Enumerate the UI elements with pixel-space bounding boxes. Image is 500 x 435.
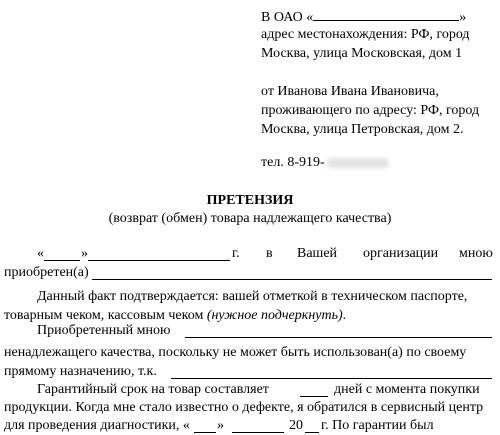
day-blank [44, 260, 80, 261]
recipient-org-prefix: В ОАО « [261, 10, 314, 25]
p1-year-suffix: г. [232, 246, 240, 261]
p4-line3-c: 20 [289, 418, 303, 433]
p4-line2: продукции. Когда мне стало известно о дефекте, я обратился в сервисный центр [4, 400, 484, 415]
recipient-org-line [261, 8, 466, 26]
p3-line2: ненадлежащего качества, поскольку не может быть использован(а) по своему [4, 345, 467, 360]
purchased-item-blank [185, 337, 492, 338]
p4-line1-b: дней с момента покупки [334, 382, 480, 397]
document-title: ПРЕТЕНЗИЯ [206, 193, 294, 208]
document-subtitle: (возврат (обмен) товара надлежащего качества) [108, 211, 392, 226]
p1-open-quote: « [37, 246, 44, 261]
p2-underline-note: (нужное подчеркнуть) [206, 308, 343, 323]
p1-word-v: в [266, 246, 273, 261]
warranty-days-blank [300, 396, 328, 397]
p4-line3-a: для проведения диагностики, « [4, 418, 190, 433]
diag-day-blank [194, 432, 216, 433]
p1-priobreten: приобретен(а) [4, 265, 89, 280]
p3-line3: прямому назначению, т.к. [4, 364, 157, 379]
sender-residing-line: проживающего по адресу: РФ, город [261, 103, 480, 118]
recipient-address-line1: адрес местонахождения: РФ, город [261, 27, 470, 42]
p1-close-quote: » [81, 246, 88, 261]
p1-word-vashei: Вашей [297, 246, 338, 261]
diag-month-blank [232, 432, 284, 433]
p4-line1-a: Гарантийный срок на товар составляет [37, 382, 269, 397]
p1-word-organizatsii: организации [363, 246, 439, 261]
phone-redacted-blur [327, 158, 389, 168]
sender-phone-line [261, 155, 389, 171]
p4-line3-b: » [217, 418, 224, 433]
p2-line2-text: товарным чеком, кассовым чеком [4, 308, 207, 323]
p4-line3-d: г. По гарантии был [321, 418, 434, 433]
sender-phone-prefix: тел. 8-919- [261, 155, 325, 170]
p1-word-mnoyu: мною [459, 246, 493, 261]
p2-line2 [4, 308, 346, 324]
reason-blank [171, 378, 492, 379]
recipient-address-line2: Москва, улица Московская, дом 1 [261, 46, 463, 61]
month-blank [88, 260, 230, 261]
p2-line1: Данный факт подтверждается: вашей отметкой в техническом паспорте, [37, 289, 468, 304]
org-name-blank [313, 8, 459, 21]
diag-year-blank [305, 432, 319, 433]
sender-address-line: Москва, улица Петровская, дом 2. [261, 122, 464, 137]
p2-line2-end: . [342, 308, 347, 323]
sender-from-line: от Иванова Ивана Ивановича, [261, 84, 439, 99]
recipient-org-suffix: » [459, 10, 467, 25]
product-name-blank [92, 279, 492, 280]
p3-line1: Приобретенный мною [37, 323, 171, 338]
